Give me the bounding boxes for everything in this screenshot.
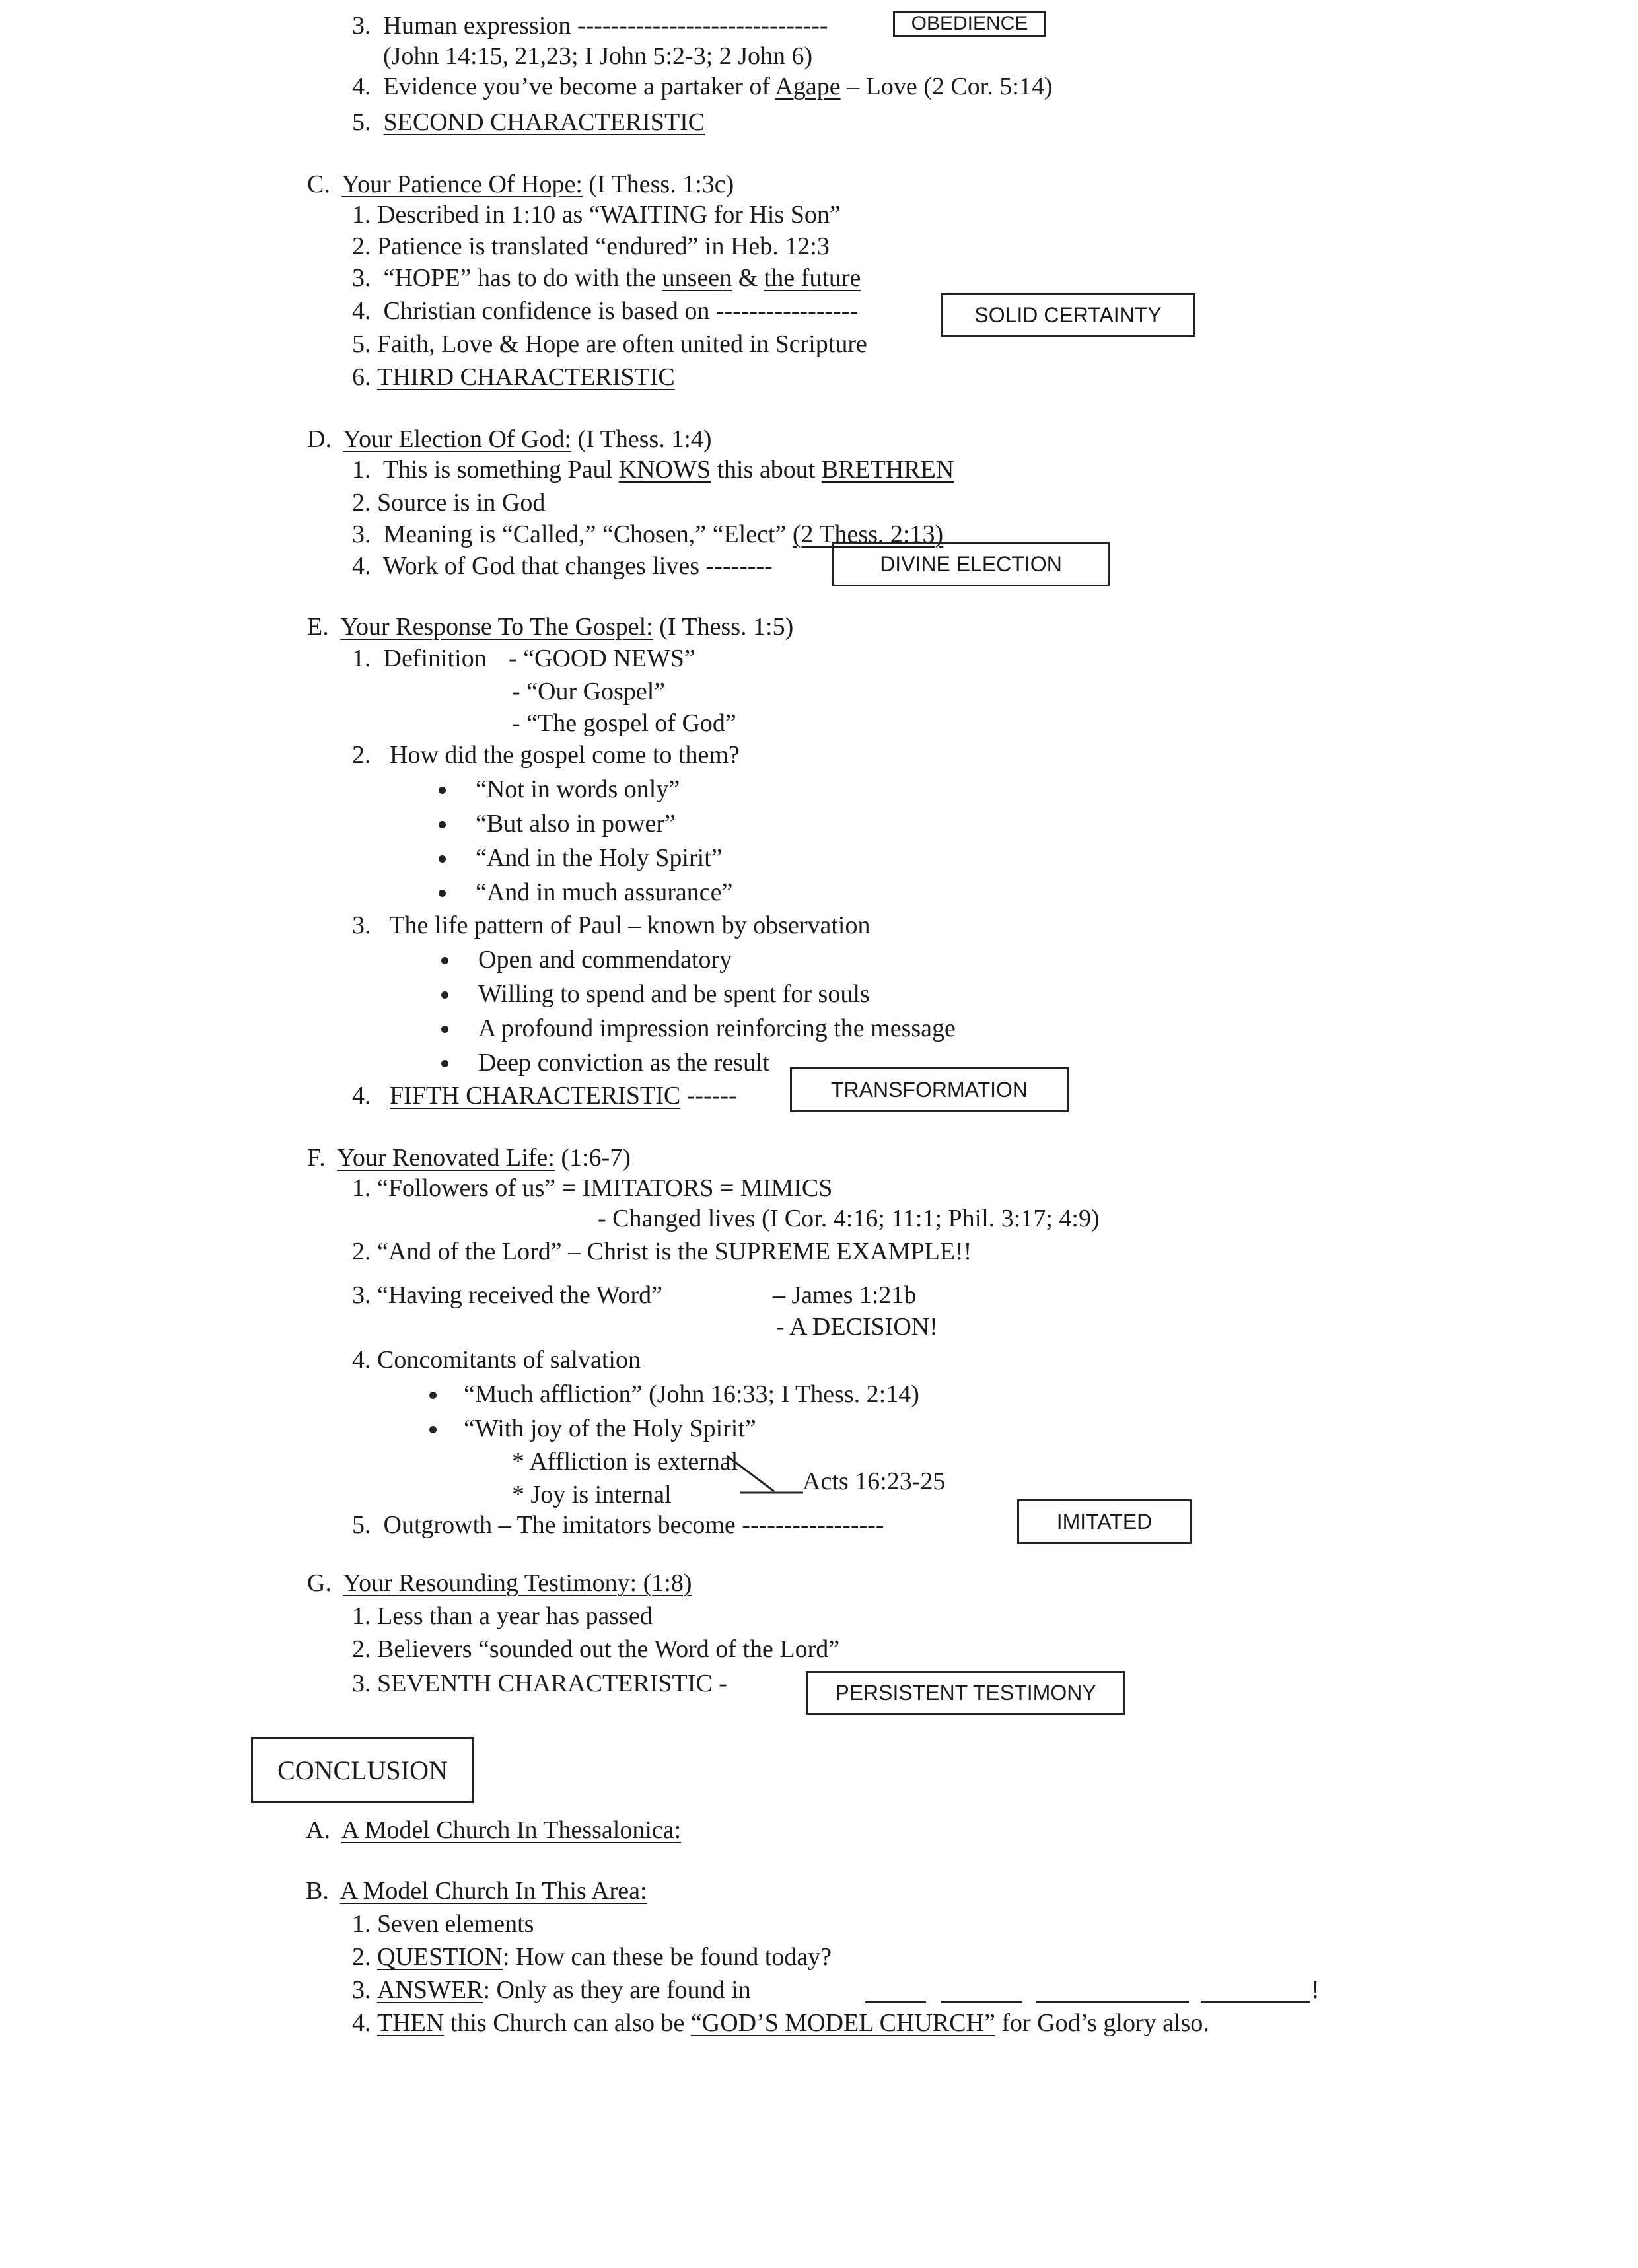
e-bullet: “Not in words only”	[476, 775, 680, 803]
blank-line	[865, 2001, 926, 2003]
e-item-3: 3. The life pattern of Paul – known by observation	[352, 911, 871, 939]
e-bullet: Willing to spend and be spent for souls	[478, 980, 870, 1008]
b-item-4: 4. Evidence you’ve become a partaker of Agape – Love (2 Cor. 5:14)	[352, 73, 1053, 100]
e-def-2: - “Our Gospel”	[512, 678, 666, 705]
bullet-dot	[429, 1392, 437, 1399]
bullet-dot	[429, 1426, 437, 1433]
d-item-2: 2. Source is in God	[352, 489, 546, 516]
blank-line	[941, 2001, 1022, 2003]
blank-line	[1036, 2001, 1189, 2003]
e-bullet: “And in the Holy Spirit”	[476, 844, 723, 872]
solid-certainty-box: SOLID CERTAINTY	[941, 293, 1195, 337]
conclusion-box: CONCLUSION	[251, 1737, 474, 1803]
f-item-3-decision: - A DECISION!	[776, 1313, 938, 1341]
blank-line	[1201, 2001, 1310, 2003]
conclusion-b-3: 3. ANSWER: Only as they are found in	[352, 1976, 751, 2004]
conclusion-a: A. A Model Church In Thessalonica:	[306, 1816, 682, 1844]
f-sub-joy: * Joy is internal	[512, 1481, 672, 1508]
imitated-box: IMITATED	[1017, 1499, 1192, 1544]
e-bullet: “But also in power”	[476, 810, 676, 837]
e-bullet: Open and commendatory	[478, 946, 732, 974]
f-item-3: 3. “Having received the Word”	[352, 1281, 662, 1309]
e-bullet: A profound impression reinforcing the message	[478, 1014, 956, 1042]
f-bullet: “Much affliction” (John 16:33; I Thess. 2:14)	[464, 1380, 919, 1408]
e-def-1: - “GOOD NEWS”	[509, 645, 695, 672]
obedience-box: OBEDIENCE	[893, 11, 1046, 37]
bullet-dot	[441, 1026, 448, 1033]
e-item-4: 4. FIFTH CHARACTERISTIC ------	[352, 1082, 737, 1110]
e-bullet: Deep conviction as the result	[478, 1049, 770, 1077]
c-item-5: 5. Faith, Love & Hope are often united in Scripture	[352, 330, 867, 358]
b-item-3: 3. Human expression ------------------------------	[352, 12, 828, 40]
f-item-2: 2. “And of the Lord” – Christ is the SUPREME EXAMPLE!!	[352, 1238, 972, 1265]
c-item-2: 2. Patience is translated “endured” in Heb. 12:3	[352, 232, 830, 260]
bullet-dot	[439, 890, 446, 897]
bullet-dot	[439, 855, 446, 863]
f-item-5: 5. Outgrowth – The imitators become -----------------	[352, 1511, 884, 1539]
g-item-1: 1. Less than a year has passed	[352, 1602, 653, 1630]
b-item-5: 5. SECOND CHARACTERISTIC	[352, 108, 705, 136]
e-item-1: 1. Definition	[352, 645, 487, 672]
b-item-3-refs: (John 14:15, 21,23; I John 5:2-3; 2 John 6)	[383, 42, 813, 70]
section-f-heading: F. Your Renovated Life: (1:6-7)	[307, 1144, 631, 1172]
bullet-dot	[439, 821, 446, 828]
bullet-dot	[441, 991, 448, 999]
conclusion-b-4: 4. THEN this Church can also be “GOD’S MODEL CHURCH” for God’s glory also.	[352, 2009, 1209, 2037]
d-item-4: 4. Work of God that changes lives --------	[352, 552, 773, 580]
f-bullet: “With joy of the Holy Spirit”	[464, 1415, 756, 1442]
c-item-1: 1. Described in 1:10 as “WAITING for His Son”	[352, 201, 841, 229]
d-item-3: 3. Meaning is “Called,” “Chosen,” “Elect” (2 Thess. 2:13)	[352, 520, 944, 548]
f-acts-ref: Acts 16:23-25	[802, 1468, 946, 1495]
g-item-2: 2. Believers “sounded out the Word of the Lord”	[352, 1635, 840, 1663]
section-e-heading: E. Your Response To The Gospel: (I Thess. 1:5)	[307, 613, 794, 641]
section-d-heading: D. Your Election Of God: (I Thess. 1:4)	[307, 425, 712, 453]
e-item-2: 2. How did the gospel come to them?	[352, 741, 740, 769]
c-item-3: 3. “HOPE” has to do with the unseen & the future	[352, 264, 861, 292]
conclusion-b: B. A Model Church In This Area:	[306, 1877, 647, 1905]
bullet-dot	[441, 957, 448, 964]
f-item-1: 1. “Followers of us” = IMITATORS = MIMICS	[352, 1174, 833, 1202]
section-g-heading: G. Your Resounding Testimony: (1:8)	[307, 1569, 692, 1597]
f-item-4: 4. Concomitants of salvation	[352, 1346, 641, 1374]
bullet-dot	[439, 787, 446, 794]
conclusion-b-2: 2. QUESTION: How can these be found today?	[352, 1943, 832, 1971]
d-item-1: 1. This is something Paul KNOWS this about BRETHREN	[352, 456, 954, 483]
blank-exclamation: !	[1311, 1976, 1320, 2004]
persistent-testimony-box: PERSISTENT TESTIMONY	[806, 1671, 1125, 1715]
divine-election-box: DIVINE ELECTION	[832, 542, 1110, 586]
e-def-3: - “The gospel of God”	[512, 709, 736, 737]
c-item-4: 4. Christian confidence is based on -----------------	[352, 297, 858, 325]
bracket-arrow-icon	[727, 1453, 806, 1499]
e-bullet: “And in much assurance”	[476, 878, 733, 906]
section-c-heading: C. Your Patience Of Hope: (I Thess. 1:3c)	[307, 170, 734, 198]
conclusion-b-1: 1. Seven elements	[352, 1910, 534, 1938]
transformation-box: TRANSFORMATION	[790, 1067, 1069, 1112]
f-item-3-ref: – James 1:21b	[773, 1281, 917, 1309]
f-item-1-sub: - Changed lives (I Cor. 4:16; 11:1; Phil. 3:17; 4:9)	[598, 1205, 1100, 1232]
g-item-3: 3. SEVENTH CHARACTERISTIC -	[352, 1670, 727, 1697]
f-sub-affliction: * Affliction is external	[512, 1448, 738, 1475]
bullet-dot	[441, 1060, 448, 1067]
c-item-6: 6. THIRD CHARACTERISTIC	[352, 363, 675, 391]
